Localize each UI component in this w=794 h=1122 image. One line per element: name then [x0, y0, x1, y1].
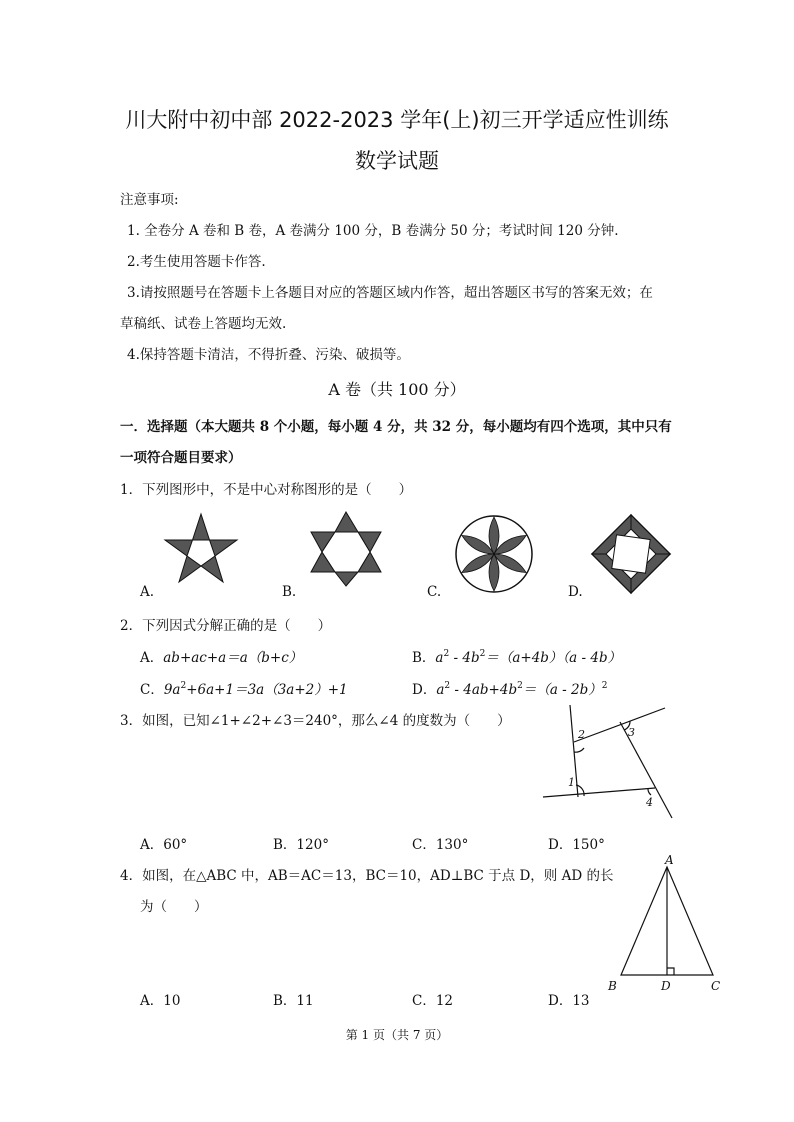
page-footer: 第 1 页（共 7 页） [345, 1028, 449, 1042]
pinwheel-square-figure [590, 513, 672, 595]
vertex-label-a: A [665, 853, 674, 867]
exam-subtitle: 数学试题 [355, 149, 439, 173]
q1-option-a-label: A. [140, 584, 155, 600]
q1-option-c-label: C. [427, 584, 442, 600]
expr-part: a [436, 682, 445, 698]
section-a-heading: A 卷（共 100 分） [328, 380, 466, 399]
angle-label-4: 4 [646, 796, 653, 809]
q1-stem: 1．下列图形中，不是中心对称图形的是（ ） [120, 482, 413, 498]
flower-circle-figure [454, 514, 534, 594]
exponent: 2 [444, 681, 451, 691]
option-label: D． [412, 682, 437, 698]
exponent: 2 [517, 681, 523, 691]
q3-option-b: B．120° [273, 837, 329, 853]
star-figure [164, 512, 238, 592]
q3-option-d: D．150° [548, 837, 605, 853]
vertex-label-d: D [661, 979, 671, 993]
angle-label-1: 1 [568, 776, 575, 789]
expr-part: ＝（a - 2b） [522, 682, 602, 698]
expr-part: - 4ab+4b [450, 682, 518, 698]
q4-option-d: D．13 [548, 993, 590, 1009]
exponent: 2 [180, 681, 187, 691]
q2-option-d [412, 678, 608, 698]
q4-option-a: A．10 [140, 993, 181, 1009]
expr-part: +6a+1＝3a（3a+2）+1 [186, 682, 348, 698]
q2-stem: 2．下列因式分解正确的是（ ） [120, 618, 332, 634]
q2-option-a [140, 646, 302, 666]
exam-title: 川大附中初中部 2022-2023 学年(上)初三开学适应性训练 [125, 108, 669, 132]
notes-heading: 注意事项: [120, 192, 179, 208]
note-item: 1. 全卷分 A 卷和 B 卷，A 卷满分 100 分，B 卷满分 50 分；考试时间 120 分钟. [127, 223, 619, 239]
expr-part: 9a [163, 682, 181, 698]
vertex-label-c: C [711, 979, 721, 993]
q2-option-b [412, 646, 621, 666]
expr-part: a [435, 650, 444, 666]
q4-option-c: C．12 [412, 993, 454, 1009]
exponent: 2 [479, 649, 486, 659]
option-label: C． [140, 682, 164, 698]
note-item: 草稿纸、试卷上答题均无效. [120, 316, 287, 332]
q2-option-c [140, 678, 348, 698]
q3-option-c: C．130° [412, 837, 469, 853]
option-expression: ab+ac+a＝a（b+c） [163, 650, 303, 666]
q1-option-b-label: B. [282, 584, 297, 600]
q3-option-a: A．60° [140, 837, 188, 853]
q4-stem-line2: 为（ ） [140, 899, 208, 915]
option-label: B． [412, 650, 436, 666]
expr-part: ＝（a+4b）（a - 4b） [485, 650, 622, 666]
q4-option-b: B．11 [273, 993, 314, 1009]
angle-label-2: 2 [578, 728, 585, 741]
q1-option-d-label: D. [568, 584, 583, 600]
q4-stem-line1: 4．如图，在△ABC 中，AB＝AC＝13，BC＝10，AD⊥BC 于点 D，则 AD 的长 [120, 868, 614, 884]
exponent: 2 [443, 649, 450, 659]
exponent: 2 [601, 681, 608, 691]
q3-stem: 3．如图，已知∠1+∠2+∠3＝240°，那么∠4 的度数为（ ） [120, 713, 511, 729]
expr-part: - 4b [449, 650, 480, 666]
note-item: 3.请按照题号在答题卡上各题目对应的答题区域内作答，超出答题区书写的答案无效；在 [127, 285, 653, 301]
option-label: A． [140, 650, 164, 666]
angle-label-3: 3 [628, 726, 635, 739]
q3-angle-figure [540, 700, 670, 822]
note-item: 2.考生使用答题卡作答. [127, 254, 266, 270]
note-item: 4.保持答题卡清洁，不得折叠、污染、破损等。 [127, 347, 410, 363]
vertex-label-b: B [608, 979, 617, 993]
hexagram-figure [309, 510, 383, 588]
part1-header-line1: 一．选择题（本大题共 8 个小题，每小题 4 分，共 32 分，每小题均有四个选项，其中只有 [120, 419, 672, 435]
part1-header-line2: 一项符合题目要求） [120, 450, 242, 466]
q4-triangle-figure [603, 852, 725, 996]
